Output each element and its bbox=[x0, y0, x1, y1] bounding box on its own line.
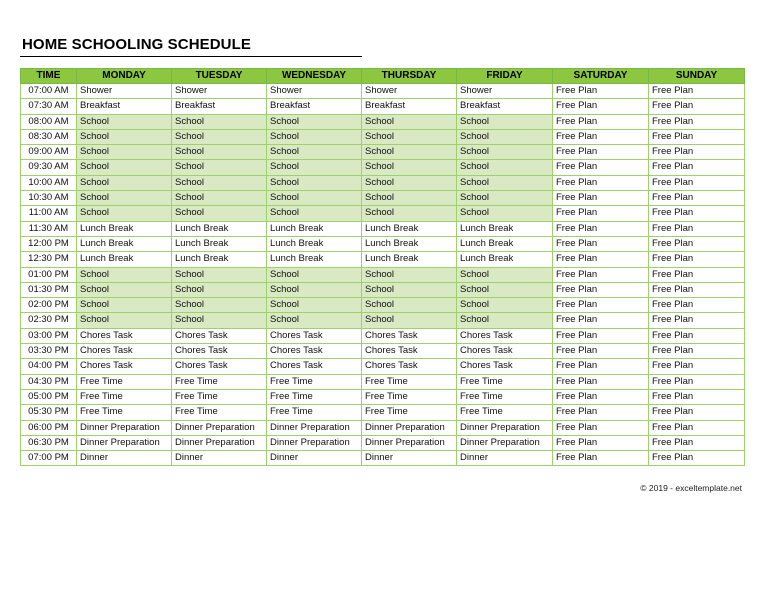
table-row bbox=[21, 145, 745, 160]
cell-thursday: Shower bbox=[362, 84, 457, 99]
schedule-body bbox=[21, 84, 745, 466]
cell-monday: Dinner bbox=[77, 451, 172, 466]
cell-thursday: Free Time bbox=[362, 405, 457, 420]
cell-wednesday: Chores Task bbox=[267, 344, 362, 359]
time-cell: 09:00 AM bbox=[21, 145, 77, 160]
cell-tuesday: School bbox=[172, 191, 267, 206]
cell-friday: Shower bbox=[457, 84, 553, 99]
cell-thursday: School bbox=[362, 175, 457, 190]
table-row bbox=[21, 114, 745, 129]
time-cell: 09:30 AM bbox=[21, 160, 77, 175]
time-cell: 05:00 PM bbox=[21, 389, 77, 404]
cell-sunday: Free Plan bbox=[649, 160, 745, 175]
cell-saturday: Free Plan bbox=[553, 145, 649, 160]
cell-wednesday: School bbox=[267, 298, 362, 313]
cell-sunday: Free Plan bbox=[649, 84, 745, 99]
cell-wednesday: Shower bbox=[267, 84, 362, 99]
cell-thursday: Free Time bbox=[362, 374, 457, 389]
table-row bbox=[21, 313, 745, 328]
cell-saturday: Free Plan bbox=[553, 221, 649, 236]
cell-friday: School bbox=[457, 145, 553, 160]
table-row bbox=[21, 298, 745, 313]
cell-saturday: Free Plan bbox=[553, 99, 649, 114]
header-tuesday: TUESDAY bbox=[172, 69, 267, 84]
cell-sunday: Free Plan bbox=[649, 420, 745, 435]
table-row bbox=[21, 99, 745, 114]
cell-saturday: Free Plan bbox=[553, 282, 649, 297]
cell-monday: Chores Task bbox=[77, 328, 172, 343]
table-row bbox=[21, 206, 745, 221]
cell-friday: Chores Task bbox=[457, 344, 553, 359]
cell-saturday: Free Plan bbox=[553, 344, 649, 359]
cell-sunday: Free Plan bbox=[649, 99, 745, 114]
cell-monday: Free Time bbox=[77, 374, 172, 389]
title-underline bbox=[20, 56, 362, 57]
cell-friday: Chores Task bbox=[457, 359, 553, 374]
cell-monday: School bbox=[77, 282, 172, 297]
header-thursday: THURSDAY bbox=[362, 69, 457, 84]
table-row bbox=[21, 328, 745, 343]
cell-saturday: Free Plan bbox=[553, 313, 649, 328]
cell-sunday: Free Plan bbox=[649, 282, 745, 297]
schedule-table bbox=[20, 68, 745, 466]
cell-friday: Breakfast bbox=[457, 99, 553, 114]
cell-monday: Lunch Break bbox=[77, 221, 172, 236]
table-row bbox=[21, 405, 745, 420]
cell-tuesday: Lunch Break bbox=[172, 221, 267, 236]
time-cell: 03:30 PM bbox=[21, 344, 77, 359]
cell-monday: Lunch Break bbox=[77, 236, 172, 251]
cell-tuesday: Shower bbox=[172, 84, 267, 99]
cell-sunday: Free Plan bbox=[649, 206, 745, 221]
time-cell: 10:30 AM bbox=[21, 191, 77, 206]
cell-wednesday: School bbox=[267, 145, 362, 160]
cell-wednesday: Lunch Break bbox=[267, 221, 362, 236]
cell-monday: Free Time bbox=[77, 389, 172, 404]
cell-sunday: Free Plan bbox=[649, 344, 745, 359]
cell-sunday: Free Plan bbox=[649, 221, 745, 236]
cell-friday: School bbox=[457, 160, 553, 175]
cell-tuesday: School bbox=[172, 114, 267, 129]
cell-friday: School bbox=[457, 313, 553, 328]
cell-friday: Lunch Break bbox=[457, 221, 553, 236]
cell-saturday: Free Plan bbox=[553, 129, 649, 144]
cell-wednesday: School bbox=[267, 267, 362, 282]
cell-tuesday: School bbox=[172, 145, 267, 160]
cell-wednesday: Dinner Preparation bbox=[267, 420, 362, 435]
table-row bbox=[21, 221, 745, 236]
page-title: HOME SCHOOLING SCHEDULE bbox=[22, 36, 251, 53]
table-row bbox=[21, 374, 745, 389]
cell-friday: School bbox=[457, 267, 553, 282]
cell-monday: Chores Task bbox=[77, 359, 172, 374]
cell-wednesday: Breakfast bbox=[267, 99, 362, 114]
cell-wednesday: Free Time bbox=[267, 374, 362, 389]
cell-thursday: Lunch Break bbox=[362, 221, 457, 236]
cell-saturday: Free Plan bbox=[553, 374, 649, 389]
table-row bbox=[21, 267, 745, 282]
table-row bbox=[21, 175, 745, 190]
header-row bbox=[21, 69, 745, 84]
cell-monday: Shower bbox=[77, 84, 172, 99]
table-row bbox=[21, 344, 745, 359]
cell-wednesday: Lunch Break bbox=[267, 236, 362, 251]
cell-thursday: Dinner bbox=[362, 451, 457, 466]
header-sunday: SUNDAY bbox=[649, 69, 745, 84]
time-cell: 05:30 PM bbox=[21, 405, 77, 420]
cell-tuesday: Free Time bbox=[172, 389, 267, 404]
cell-sunday: Free Plan bbox=[649, 313, 745, 328]
cell-tuesday: School bbox=[172, 206, 267, 221]
time-cell: 07:30 AM bbox=[21, 99, 77, 114]
cell-friday: Free Time bbox=[457, 389, 553, 404]
cell-monday: School bbox=[77, 129, 172, 144]
cell-friday: Lunch Break bbox=[457, 236, 553, 251]
cell-tuesday: Lunch Break bbox=[172, 236, 267, 251]
cell-wednesday: School bbox=[267, 206, 362, 221]
cell-tuesday: Chores Task bbox=[172, 359, 267, 374]
cell-saturday: Free Plan bbox=[553, 420, 649, 435]
cell-saturday: Free Plan bbox=[553, 160, 649, 175]
cell-sunday: Free Plan bbox=[649, 374, 745, 389]
time-cell: 07:00 PM bbox=[21, 451, 77, 466]
cell-saturday: Free Plan bbox=[553, 359, 649, 374]
cell-sunday: Free Plan bbox=[649, 389, 745, 404]
time-cell: 10:00 AM bbox=[21, 175, 77, 190]
header-time: TIME bbox=[21, 69, 77, 84]
cell-thursday: Dinner Preparation bbox=[362, 435, 457, 450]
cell-tuesday: Dinner Preparation bbox=[172, 435, 267, 450]
cell-wednesday: School bbox=[267, 191, 362, 206]
cell-thursday: School bbox=[362, 282, 457, 297]
cell-thursday: School bbox=[362, 267, 457, 282]
cell-tuesday: Chores Task bbox=[172, 344, 267, 359]
cell-saturday: Free Plan bbox=[553, 405, 649, 420]
cell-friday: School bbox=[457, 298, 553, 313]
cell-monday: School bbox=[77, 206, 172, 221]
cell-wednesday: Lunch Break bbox=[267, 252, 362, 267]
cell-friday: School bbox=[457, 114, 553, 129]
header-friday: FRIDAY bbox=[457, 69, 553, 84]
cell-friday: Dinner Preparation bbox=[457, 420, 553, 435]
cell-sunday: Free Plan bbox=[649, 451, 745, 466]
cell-saturday: Free Plan bbox=[553, 267, 649, 282]
cell-wednesday: School bbox=[267, 175, 362, 190]
cell-monday: School bbox=[77, 114, 172, 129]
cell-saturday: Free Plan bbox=[553, 114, 649, 129]
cell-saturday: Free Plan bbox=[553, 451, 649, 466]
cell-tuesday: Free Time bbox=[172, 374, 267, 389]
cell-friday: School bbox=[457, 191, 553, 206]
table-row bbox=[21, 129, 745, 144]
cell-sunday: Free Plan bbox=[649, 145, 745, 160]
cell-sunday: Free Plan bbox=[649, 435, 745, 450]
table-row bbox=[21, 282, 745, 297]
time-cell: 11:00 AM bbox=[21, 206, 77, 221]
cell-thursday: School bbox=[362, 145, 457, 160]
time-cell: 07:00 AM bbox=[21, 84, 77, 99]
cell-tuesday: School bbox=[172, 129, 267, 144]
table-row bbox=[21, 359, 745, 374]
cell-saturday: Free Plan bbox=[553, 328, 649, 343]
copyright-footer: © 2019 - exceltemplate.net bbox=[640, 483, 742, 493]
cell-wednesday: Free Time bbox=[267, 389, 362, 404]
cell-sunday: Free Plan bbox=[649, 175, 745, 190]
cell-sunday: Free Plan bbox=[649, 328, 745, 343]
cell-tuesday: School bbox=[172, 282, 267, 297]
cell-thursday: Free Time bbox=[362, 389, 457, 404]
time-cell: 12:00 PM bbox=[21, 236, 77, 251]
cell-monday: Lunch Break bbox=[77, 252, 172, 267]
cell-thursday: Chores Task bbox=[362, 328, 457, 343]
table-row bbox=[21, 451, 745, 466]
time-cell: 06:30 PM bbox=[21, 435, 77, 450]
cell-sunday: Free Plan bbox=[649, 298, 745, 313]
cell-sunday: Free Plan bbox=[649, 252, 745, 267]
cell-sunday: Free Plan bbox=[649, 405, 745, 420]
header-monday: MONDAY bbox=[77, 69, 172, 84]
cell-wednesday: Dinner Preparation bbox=[267, 435, 362, 450]
table-row bbox=[21, 84, 745, 99]
cell-monday: Chores Task bbox=[77, 344, 172, 359]
cell-tuesday: Free Time bbox=[172, 405, 267, 420]
table-row bbox=[21, 389, 745, 404]
cell-monday: School bbox=[77, 175, 172, 190]
cell-friday: Dinner Preparation bbox=[457, 435, 553, 450]
cell-tuesday: Breakfast bbox=[172, 99, 267, 114]
cell-monday: School bbox=[77, 298, 172, 313]
cell-wednesday: Chores Task bbox=[267, 359, 362, 374]
header-wednesday: WEDNESDAY bbox=[267, 69, 362, 84]
time-cell: 12:30 PM bbox=[21, 252, 77, 267]
cell-tuesday: School bbox=[172, 313, 267, 328]
cell-wednesday: School bbox=[267, 313, 362, 328]
cell-thursday: School bbox=[362, 298, 457, 313]
cell-thursday: Breakfast bbox=[362, 99, 457, 114]
cell-sunday: Free Plan bbox=[649, 129, 745, 144]
table-row bbox=[21, 236, 745, 251]
cell-wednesday: Dinner bbox=[267, 451, 362, 466]
cell-thursday: School bbox=[362, 114, 457, 129]
cell-saturday: Free Plan bbox=[553, 252, 649, 267]
cell-tuesday: School bbox=[172, 267, 267, 282]
cell-monday: School bbox=[77, 313, 172, 328]
cell-friday: Free Time bbox=[457, 405, 553, 420]
cell-friday: Dinner bbox=[457, 451, 553, 466]
cell-wednesday: School bbox=[267, 129, 362, 144]
time-cell: 02:30 PM bbox=[21, 313, 77, 328]
cell-thursday: Chores Task bbox=[362, 359, 457, 374]
time-cell: 06:00 PM bbox=[21, 420, 77, 435]
time-cell: 08:00 AM bbox=[21, 114, 77, 129]
time-cell: 01:00 PM bbox=[21, 267, 77, 282]
cell-wednesday: Free Time bbox=[267, 405, 362, 420]
cell-tuesday: Dinner bbox=[172, 451, 267, 466]
cell-tuesday: School bbox=[172, 175, 267, 190]
cell-saturday: Free Plan bbox=[553, 435, 649, 450]
cell-monday: Free Time bbox=[77, 405, 172, 420]
cell-monday: School bbox=[77, 160, 172, 175]
cell-saturday: Free Plan bbox=[553, 236, 649, 251]
cell-tuesday: School bbox=[172, 160, 267, 175]
cell-thursday: Lunch Break bbox=[362, 252, 457, 267]
cell-wednesday: Chores Task bbox=[267, 328, 362, 343]
cell-sunday: Free Plan bbox=[649, 114, 745, 129]
cell-saturday: Free Plan bbox=[553, 389, 649, 404]
table-row bbox=[21, 252, 745, 267]
time-cell: 08:30 AM bbox=[21, 129, 77, 144]
cell-saturday: Free Plan bbox=[553, 191, 649, 206]
time-cell: 02:00 PM bbox=[21, 298, 77, 313]
cell-friday: Chores Task bbox=[457, 328, 553, 343]
cell-wednesday: School bbox=[267, 160, 362, 175]
cell-monday: Breakfast bbox=[77, 99, 172, 114]
cell-tuesday: Lunch Break bbox=[172, 252, 267, 267]
cell-saturday: Free Plan bbox=[553, 84, 649, 99]
cell-thursday: Dinner Preparation bbox=[362, 420, 457, 435]
cell-tuesday: Chores Task bbox=[172, 328, 267, 343]
header-saturday: SATURDAY bbox=[553, 69, 649, 84]
cell-monday: Dinner Preparation bbox=[77, 435, 172, 450]
time-cell: 03:00 PM bbox=[21, 328, 77, 343]
cell-sunday: Free Plan bbox=[649, 267, 745, 282]
cell-thursday: School bbox=[362, 313, 457, 328]
cell-saturday: Free Plan bbox=[553, 298, 649, 313]
time-cell: 11:30 AM bbox=[21, 221, 77, 236]
cell-monday: Dinner Preparation bbox=[77, 420, 172, 435]
cell-friday: School bbox=[457, 206, 553, 221]
table-row bbox=[21, 435, 745, 450]
cell-thursday: School bbox=[362, 129, 457, 144]
table-row bbox=[21, 191, 745, 206]
cell-thursday: Lunch Break bbox=[362, 236, 457, 251]
cell-friday: School bbox=[457, 175, 553, 190]
cell-thursday: School bbox=[362, 206, 457, 221]
cell-tuesday: School bbox=[172, 298, 267, 313]
cell-saturday: Free Plan bbox=[553, 175, 649, 190]
cell-friday: Free Time bbox=[457, 374, 553, 389]
cell-thursday: School bbox=[362, 160, 457, 175]
cell-sunday: Free Plan bbox=[649, 359, 745, 374]
cell-monday: School bbox=[77, 191, 172, 206]
cell-monday: School bbox=[77, 145, 172, 160]
cell-wednesday: School bbox=[267, 282, 362, 297]
cell-thursday: School bbox=[362, 191, 457, 206]
cell-friday: Lunch Break bbox=[457, 252, 553, 267]
cell-sunday: Free Plan bbox=[649, 191, 745, 206]
time-cell: 04:00 PM bbox=[21, 359, 77, 374]
cell-tuesday: Dinner Preparation bbox=[172, 420, 267, 435]
cell-friday: School bbox=[457, 282, 553, 297]
cell-monday: School bbox=[77, 267, 172, 282]
time-cell: 04:30 PM bbox=[21, 374, 77, 389]
cell-saturday: Free Plan bbox=[553, 206, 649, 221]
cell-sunday: Free Plan bbox=[649, 236, 745, 251]
time-cell: 01:30 PM bbox=[21, 282, 77, 297]
table-row bbox=[21, 420, 745, 435]
cell-friday: School bbox=[457, 129, 553, 144]
cell-wednesday: School bbox=[267, 114, 362, 129]
table-row bbox=[21, 160, 745, 175]
cell-thursday: Chores Task bbox=[362, 344, 457, 359]
